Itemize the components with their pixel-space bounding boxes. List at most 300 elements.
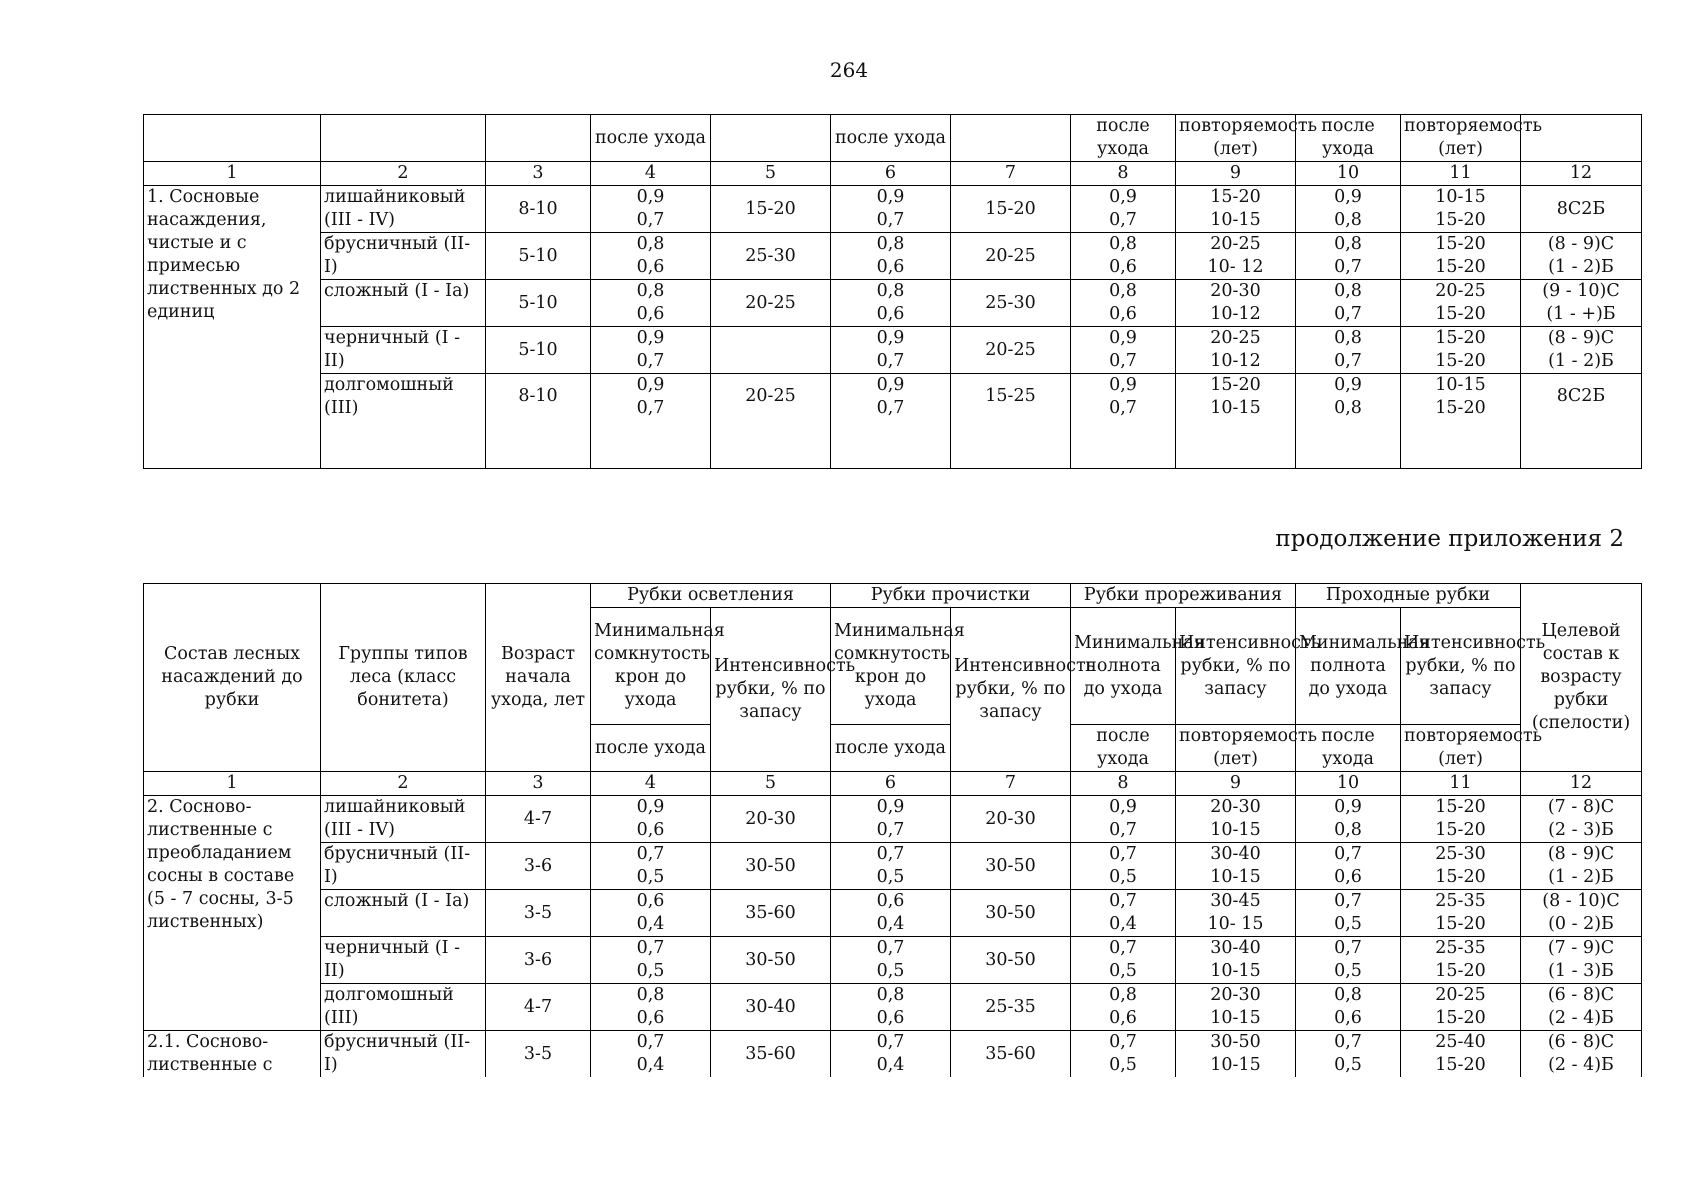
header-cell: повторяемость (лет)	[1176, 115, 1296, 162]
value-cell	[831, 186, 951, 233]
page-number: 264	[829, 58, 869, 82]
value-line: 0,6	[876, 1008, 905, 1028]
value-line: 0,8	[876, 281, 905, 301]
value-cell	[591, 280, 711, 327]
value-line: 0,4	[636, 1055, 665, 1075]
value-line: 0,8	[1109, 281, 1137, 301]
value-cell	[831, 327, 951, 374]
header-cell: после ухода	[1071, 115, 1176, 162]
value-cell	[1176, 984, 1296, 1031]
value-cell	[1176, 1031, 1296, 1078]
value-line: 15-20	[1435, 867, 1486, 887]
value-cell	[591, 984, 711, 1031]
table-row	[144, 1031, 1642, 1078]
value-line: 0,8	[1334, 234, 1362, 254]
column-number: 10	[1296, 772, 1401, 796]
value-line: 20-30	[1210, 281, 1261, 301]
forest-type-cell: лишайниковый (III - IV)	[321, 796, 486, 843]
value-line: 0,7	[1334, 844, 1362, 864]
value-line: 15-20	[1210, 375, 1261, 395]
value-cell	[1296, 186, 1401, 233]
value-cell	[1071, 327, 1176, 374]
value-line: 0,8	[1109, 234, 1137, 254]
value-line: 0,8	[876, 234, 905, 254]
value-line: 0,9	[1334, 187, 1362, 207]
value-line: 10-15	[1210, 867, 1261, 887]
value-line: 0,7	[876, 398, 905, 418]
value-line: 0,5	[1334, 914, 1362, 934]
value-cell	[831, 374, 951, 469]
bottom-table	[143, 583, 1642, 1077]
intensity-cell: 15-20	[711, 186, 831, 233]
column-number: 11	[1401, 772, 1521, 796]
value-line: 20-25	[1435, 985, 1486, 1005]
value-line: 25-40	[1435, 1032, 1486, 1052]
value-line: 0,7	[1109, 210, 1137, 230]
value-cell	[831, 233, 951, 280]
column-number: 7	[951, 772, 1071, 796]
value-cell	[1296, 280, 1401, 327]
column-number: 12	[1521, 772, 1642, 796]
value-line: (1 - 2)Б	[1548, 867, 1614, 887]
value-cell	[1521, 796, 1642, 843]
header-composition: Состав лесных насаждений до рубки	[144, 584, 321, 772]
value-line: 0,7	[1109, 351, 1137, 371]
start-age-cell: 3-5	[486, 890, 591, 937]
value-line: 0,6	[1109, 1008, 1137, 1028]
column-number: 3	[486, 162, 591, 186]
value-line: 0,5	[1109, 867, 1137, 887]
value-line: 20-25	[1435, 281, 1486, 301]
value-line: 30-50	[1210, 1032, 1261, 1052]
intensity-cell: 30-40	[711, 984, 831, 1031]
value-line: 0,9	[636, 187, 665, 207]
header-passage: Проходные рубки	[1296, 584, 1521, 608]
value-line: 0,6	[876, 891, 905, 911]
value-line: 0,8	[1334, 820, 1362, 840]
intensity-cell	[711, 327, 831, 374]
value-line: 0,5	[1334, 1055, 1362, 1075]
value-line: 0,7	[1109, 938, 1137, 958]
value-line: 0,9	[1109, 328, 1137, 348]
value-line: 30-40	[1210, 844, 1261, 864]
value-cell	[1401, 186, 1521, 233]
start-age-cell: 5-10	[486, 233, 591, 280]
start-age-cell: 4-7	[486, 984, 591, 1031]
value-line: (7 - 8)С	[1547, 797, 1615, 817]
value-cell	[591, 233, 711, 280]
value-cell	[591, 186, 711, 233]
value-line: 0,5	[1109, 961, 1137, 981]
value-line: 0,7	[636, 844, 665, 864]
value-cell	[1401, 984, 1521, 1031]
header-cell	[144, 115, 321, 162]
value-cell	[831, 937, 951, 984]
value-line: 0,8	[636, 985, 665, 1005]
start-age-cell: 5-10	[486, 280, 591, 327]
value-line: 15-20	[1435, 1008, 1486, 1028]
value-line: 15-20	[1435, 351, 1486, 371]
value-line: 15-20	[1210, 187, 1261, 207]
continuation-title: продолжение приложения 2	[1275, 526, 1624, 552]
start-age-cell: 3-6	[486, 843, 591, 890]
value-cell	[1071, 984, 1176, 1031]
intensity-cell: 35-60	[711, 1031, 831, 1078]
value-line: (8 - 9)С	[1547, 844, 1615, 864]
start-age-cell: 3-6	[486, 937, 591, 984]
value-cell	[1521, 890, 1642, 937]
value-line: 25-35	[1435, 891, 1486, 911]
value-cell	[1401, 937, 1521, 984]
value-line: 0,7	[1334, 891, 1362, 911]
intensity-cell: 35-60	[951, 1031, 1071, 1078]
column-number: 3	[486, 772, 591, 796]
value-cell	[1521, 1031, 1642, 1078]
header-repeat: повторяемость (лет)	[1176, 725, 1296, 772]
value-line: 0,7	[876, 210, 905, 230]
table-row	[144, 843, 1642, 890]
value-cell	[1401, 374, 1521, 469]
value-line: 15-20	[1435, 1055, 1486, 1075]
header-after-care: после ухода	[591, 725, 711, 772]
value-line: 0,9	[636, 375, 665, 395]
header-cell: после ухода	[831, 115, 951, 162]
intensity-cell: 30-50	[711, 937, 831, 984]
header-intensity: Интенсивность рубки, % по запасу	[711, 608, 831, 772]
start-age-cell: 3-5	[486, 1031, 591, 1078]
value-line: 0,6	[1334, 1008, 1362, 1028]
value-cell	[1296, 233, 1401, 280]
value-line: 0,7	[636, 938, 665, 958]
value-cell	[1176, 327, 1296, 374]
value-cell	[1071, 890, 1176, 937]
intensity-cell: 25-30	[711, 233, 831, 280]
header-row	[144, 115, 1642, 162]
value-line: 0,8	[1334, 210, 1362, 230]
column-number: 12	[1521, 162, 1642, 186]
header-after-care: после ухода	[1296, 725, 1401, 772]
value-line: 0,9	[636, 797, 665, 817]
value-line: 10- 12	[1207, 257, 1264, 277]
value-cell	[1401, 890, 1521, 937]
column-number: 2	[321, 772, 486, 796]
header-target-composition: Целевой состав к возрасту рубки (спелости)	[1521, 584, 1642, 772]
value-line: 10-12	[1210, 304, 1261, 324]
value-cell	[1521, 374, 1642, 469]
column-number: 1	[144, 772, 321, 796]
value-cell	[1176, 890, 1296, 937]
value-line: 0,6	[636, 820, 665, 840]
intensity-cell: 15-25	[951, 374, 1071, 469]
value-line: 15-20	[1435, 797, 1486, 817]
value-line: 15-20	[1435, 914, 1486, 934]
value-cell	[1521, 937, 1642, 984]
value-line: 0,9	[1334, 375, 1362, 395]
value-cell	[1071, 843, 1176, 890]
column-number: 1	[144, 162, 321, 186]
value-line: (1 - 2)Б	[1548, 257, 1614, 277]
value-cell	[1176, 233, 1296, 280]
value-cell	[1071, 937, 1176, 984]
table-row	[144, 280, 1642, 327]
value-cell	[591, 796, 711, 843]
value-line: 0,8	[876, 985, 905, 1005]
value-line: 0,9	[876, 187, 905, 207]
header-min-crown-closure: Минимальная сомкнутость крон до ухода	[831, 608, 951, 725]
value-cell	[1401, 233, 1521, 280]
value-cell	[1296, 984, 1401, 1031]
header-cell	[951, 115, 1071, 162]
forest-type-cell: брусничный (II-I)	[321, 233, 486, 280]
column-number: 8	[1071, 772, 1176, 796]
header-min-density: Минимальная полнота до ухода	[1071, 608, 1176, 725]
header-cell: после ухода	[1296, 115, 1401, 162]
value-line: 0,7	[1109, 891, 1137, 911]
forest-type-cell: черничный (I - II)	[321, 327, 486, 374]
value-line: 10-15	[1435, 375, 1486, 395]
forest-type-cell: долгомошный (III)	[321, 984, 486, 1031]
value-line: 15-20	[1435, 328, 1486, 348]
table-row	[144, 186, 1642, 233]
value-line: (8 - 9)С	[1547, 328, 1615, 348]
value-line: 30-45	[1210, 891, 1261, 911]
value-line: 0,9	[876, 797, 905, 817]
header-cell	[711, 115, 831, 162]
table-row	[144, 374, 1642, 469]
value-line: 10-15	[1210, 1055, 1261, 1075]
value-line: 8С2Б	[1556, 386, 1606, 406]
intensity-cell: 20-30	[711, 796, 831, 843]
value-cell	[1401, 796, 1521, 843]
value-line: 0,6	[1334, 867, 1362, 887]
header-intensity: Интенсивность рубки, % по запасу	[951, 608, 1071, 772]
intensity-cell: 30-50	[711, 843, 831, 890]
header-intensity: Интенсивность рубки, % по запасу	[1401, 608, 1521, 725]
value-line: 0,9	[1334, 797, 1362, 817]
value-line: 0,7	[876, 351, 905, 371]
header-clearing: Рубки осветления	[591, 584, 831, 608]
value-line: 15-20	[1435, 210, 1486, 230]
forest-type-cell: сложный (I - Ia)	[321, 890, 486, 937]
header-cleaning: Рубки прочистки	[831, 584, 1071, 608]
value-cell	[831, 890, 951, 937]
value-line: 0,9	[876, 328, 905, 348]
value-line: 10-15	[1210, 961, 1261, 981]
top-table	[143, 114, 1642, 469]
value-line: 15-20	[1435, 304, 1486, 324]
intensity-cell: 35-60	[711, 890, 831, 937]
value-line: (1 - +)Б	[1546, 304, 1616, 324]
value-line: 10-15	[1210, 398, 1261, 418]
column-number: 2	[321, 162, 486, 186]
column-number: 11	[1401, 162, 1521, 186]
header-start-age: Возраст начала ухода, лет	[486, 584, 591, 772]
value-cell	[1521, 843, 1642, 890]
value-line: 0,5	[636, 867, 665, 887]
column-number: 5	[711, 772, 831, 796]
value-line: 0,7	[876, 844, 905, 864]
value-line: 0,6	[636, 1008, 665, 1028]
intensity-cell: 20-25	[711, 374, 831, 469]
column-number: 10	[1296, 162, 1401, 186]
value-line: 0,8	[636, 281, 665, 301]
value-cell	[831, 796, 951, 843]
value-cell	[831, 843, 951, 890]
intensity-cell: 20-25	[951, 327, 1071, 374]
value-cell	[1071, 280, 1176, 327]
value-line: (1 - 3)Б	[1548, 961, 1614, 981]
forest-type-cell: черничный (I - II)	[321, 937, 486, 984]
value-line: 0,5	[636, 961, 665, 981]
value-cell	[1296, 796, 1401, 843]
value-line: 0,7	[1334, 351, 1362, 371]
value-line: 20-30	[1210, 797, 1261, 817]
group-cell: 2.1. Сосново-лиственные с	[144, 1031, 321, 1078]
column-number: 7	[951, 162, 1071, 186]
value-line: 0,7	[1109, 844, 1137, 864]
value-line: 0,7	[1109, 398, 1137, 418]
value-line: 0,7	[876, 1032, 905, 1052]
value-line: 8С2Б	[1556, 198, 1606, 219]
header-intensity: Интенсивность рубки, % по запасу	[1176, 608, 1296, 725]
value-cell	[591, 374, 711, 469]
value-cell	[591, 327, 711, 374]
value-cell	[1071, 1031, 1176, 1078]
value-line: 0,9	[1109, 375, 1137, 395]
value-cell	[1296, 327, 1401, 374]
start-age-cell: 4-7	[486, 796, 591, 843]
table-row	[144, 937, 1642, 984]
header-cell: повторяемость (лет)	[1401, 115, 1521, 162]
group-cell: 1. Сосновые насаждения, чистые и с примесью лиственных до 2 единиц	[144, 186, 321, 469]
value-cell	[1521, 280, 1642, 327]
forest-type-cell: брусничный (II-I)	[321, 1031, 486, 1078]
value-line: (2 - 4)Б	[1548, 1008, 1614, 1028]
header-thinning: Рубки прореживания	[1071, 584, 1296, 608]
header-row	[144, 584, 1642, 608]
header-min-density: Минимальная полнота до ухода	[1296, 608, 1401, 725]
intensity-cell: 15-20	[951, 186, 1071, 233]
value-cell	[1176, 796, 1296, 843]
value-line: 0,7	[636, 210, 665, 230]
intensity-cell: 20-30	[951, 796, 1071, 843]
value-line: 0,9	[1109, 187, 1137, 207]
value-line: 0,6	[876, 304, 905, 324]
value-line: 15-20	[1435, 398, 1486, 418]
value-line: 0,4	[876, 1055, 905, 1075]
column-number: 4	[591, 162, 711, 186]
value-cell	[1296, 843, 1401, 890]
value-line: (0 - 2)Б	[1548, 914, 1614, 934]
column-number-row	[144, 772, 1642, 796]
value-line: 0,9	[876, 375, 905, 395]
forest-type-cell: лишайниковый (III - IV)	[321, 186, 486, 233]
value-line: 0,6	[1109, 257, 1137, 277]
value-line: 0,7	[876, 820, 905, 840]
value-line: (9 - 10)С	[1542, 281, 1620, 301]
value-line: 0,8	[1334, 328, 1362, 348]
column-number-row	[144, 162, 1642, 186]
value-line: 0,7	[636, 398, 665, 418]
value-cell	[1071, 233, 1176, 280]
group-cell: 2. Сосново-лиственные с преобладанием сосны в составе (5 - 7 сосны, 3-5 лиственных)	[144, 796, 321, 1031]
value-line: 0,4	[1109, 914, 1137, 934]
table-row	[144, 327, 1642, 374]
value-line: 0,4	[636, 914, 665, 934]
value-line: 0,7	[1334, 1032, 1362, 1052]
value-line: 0,6	[876, 257, 905, 277]
value-line: 10- 15	[1207, 914, 1264, 934]
value-line: (1 - 2)Б	[1548, 351, 1614, 371]
value-line: 0,7	[876, 938, 905, 958]
column-number: 8	[1071, 162, 1176, 186]
header-repeat: повторяемость (лет)	[1401, 725, 1521, 772]
column-number: 4	[591, 772, 711, 796]
value-cell	[1521, 233, 1642, 280]
value-cell	[1521, 327, 1642, 374]
value-cell	[591, 890, 711, 937]
value-cell	[831, 1031, 951, 1078]
header-min-crown-closure: Минимальная сомкнутость крон до ухода	[591, 608, 711, 725]
value-line: 15-20	[1435, 234, 1486, 254]
value-line: 0,8	[1334, 398, 1362, 418]
value-line: 10-15	[1210, 820, 1261, 840]
value-line: 0,6	[636, 257, 665, 277]
value-line: 0,7	[1109, 1032, 1137, 1052]
table-row	[144, 890, 1642, 937]
value-cell	[1296, 937, 1401, 984]
value-cell	[1176, 937, 1296, 984]
value-line: 10-15	[1210, 1008, 1261, 1028]
value-line: 0,7	[636, 1032, 665, 1052]
value-cell	[1401, 280, 1521, 327]
header-after-care: после ухода	[831, 725, 951, 772]
value-line: 0,7	[1334, 257, 1362, 277]
value-line: (2 - 4)Б	[1548, 1055, 1614, 1075]
intensity-cell: 25-35	[951, 984, 1071, 1031]
value-cell	[1071, 186, 1176, 233]
value-line: (6 - 8)С	[1547, 985, 1615, 1005]
value-line: 10-15	[1435, 187, 1486, 207]
value-line: 0,5	[1109, 1055, 1137, 1075]
value-line: 0,8	[636, 234, 665, 254]
intensity-cell: 20-25	[711, 280, 831, 327]
intensity-cell: 30-50	[951, 843, 1071, 890]
value-cell	[1521, 186, 1642, 233]
value-cell	[1071, 374, 1176, 469]
table-row	[144, 796, 1642, 843]
value-cell	[591, 1031, 711, 1078]
forest-type-cell: долгомошный (III)	[321, 374, 486, 469]
value-line: 10-15	[1210, 210, 1261, 230]
value-line: 0,6	[636, 304, 665, 324]
value-cell	[591, 843, 711, 890]
value-line: 0,6	[636, 891, 665, 911]
value-cell	[591, 937, 711, 984]
table-row	[144, 984, 1642, 1031]
value-cell	[1176, 280, 1296, 327]
value-line: 0,7	[636, 351, 665, 371]
value-line: 10-12	[1210, 351, 1261, 371]
start-age-cell: 8-10	[486, 186, 591, 233]
column-number: 9	[1176, 162, 1296, 186]
intensity-cell: 20-25	[951, 233, 1071, 280]
header-cell	[321, 115, 486, 162]
value-line: (8 - 10)С	[1542, 891, 1620, 911]
value-cell	[1296, 374, 1401, 469]
column-number: 6	[831, 772, 951, 796]
value-line: 15-20	[1435, 820, 1486, 840]
